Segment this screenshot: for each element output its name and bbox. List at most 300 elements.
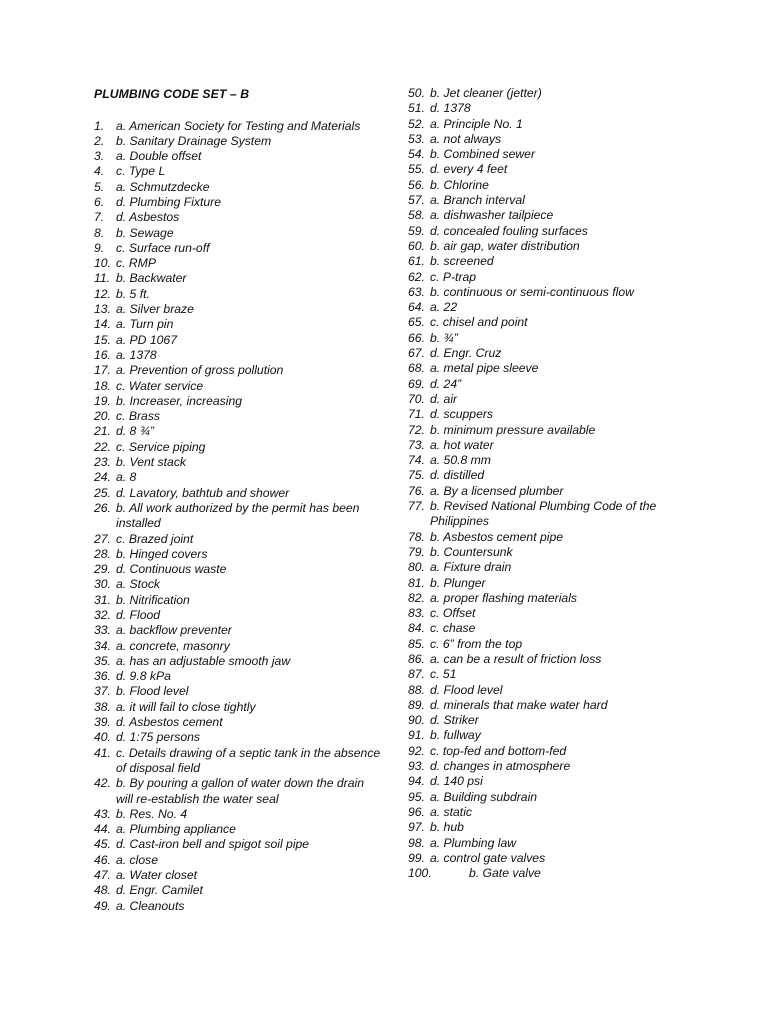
answer-item — [408, 438, 708, 453]
answer-item — [94, 776, 384, 807]
answer-number: 56. — [408, 177, 425, 192]
answer-number: 8. — [94, 225, 105, 240]
answer-text: b. air gap, water distribution — [430, 238, 580, 253]
answer-item — [94, 562, 384, 577]
answer-number: 60. — [408, 238, 425, 253]
answer-item — [94, 623, 384, 638]
answer-item — [408, 866, 708, 881]
answer-number: 37. — [94, 684, 111, 699]
answer-text: b. minimum pressure available — [430, 422, 596, 437]
answer-number: 89. — [408, 697, 425, 712]
answer-number: 27. — [94, 531, 111, 546]
answer-text: a. has an adjustable smooth jaw — [116, 653, 291, 668]
answer-number: 79. — [408, 544, 425, 559]
answer-item — [408, 713, 708, 728]
answer-number: 66. — [408, 330, 425, 345]
answer-text: d. Flood level — [430, 682, 503, 697]
answer-item — [94, 348, 384, 363]
answer-text: a. Double offset — [116, 149, 202, 164]
answer-item — [94, 241, 384, 256]
answers-column-left — [94, 86, 384, 914]
answer-number: 4. — [94, 164, 105, 179]
answer-number: 81. — [408, 575, 425, 590]
answer-number: 7. — [94, 210, 105, 225]
answer-number: 92. — [408, 743, 425, 758]
answer-text: c. Water service — [116, 378, 204, 393]
answer-item — [94, 532, 384, 547]
answer-item — [408, 576, 708, 591]
answer-item — [408, 117, 708, 132]
answer-text: b. Jet cleaner (jetter) — [430, 86, 542, 100]
answer-number: 19. — [94, 393, 111, 408]
answer-number: 87. — [408, 667, 425, 682]
answer-item — [408, 300, 708, 315]
answer-item — [94, 271, 384, 286]
answer-number: 61. — [408, 254, 425, 269]
answer-text: d. Cast-iron bell and spigot soil pipe — [116, 837, 310, 852]
answer-number: 45. — [94, 837, 111, 852]
answer-item — [408, 208, 708, 223]
answer-number: 63. — [408, 284, 425, 299]
answer-text: a. dishwasher tailpiece — [430, 208, 554, 223]
answer-number: 9. — [94, 240, 105, 255]
answer-number: 67. — [408, 346, 425, 361]
answer-text: a. static — [430, 804, 472, 819]
answer-number: 75. — [408, 468, 425, 483]
answer-number: 24. — [94, 470, 111, 485]
answer-text: a. 50.8 mm — [430, 453, 491, 468]
answer-number: 50. — [408, 86, 425, 100]
answer-text: b. All work authorized by the permit has been installed — [116, 500, 360, 531]
answer-text: b. Backwater — [116, 271, 187, 286]
answer-number: 23. — [94, 455, 111, 470]
answer-item — [94, 639, 384, 654]
answer-number: 65. — [408, 315, 425, 330]
answer-item — [408, 774, 708, 789]
answer-number: 86. — [408, 651, 425, 666]
answer-text: b. Hinged covers — [116, 546, 208, 561]
answer-number: 48. — [94, 883, 111, 898]
answer-number: 97. — [408, 820, 425, 835]
answer-text: b. Combined sewer — [430, 147, 535, 162]
answer-number: 28. — [94, 546, 111, 561]
answer-text: b. fullway — [430, 728, 481, 743]
answer-item — [408, 759, 708, 774]
answer-item — [94, 700, 384, 715]
answer-text: a. American Society for Testing and Materials — [116, 118, 361, 133]
answer-text: c. RMP — [116, 256, 156, 271]
answer-text: b. Plunger — [430, 575, 486, 590]
answer-text: a. Branch interval — [430, 193, 525, 208]
answer-item — [408, 331, 708, 346]
answer-text: a. Silver braze — [116, 302, 194, 317]
answer-number: 42. — [94, 776, 111, 791]
answer-text: d. Striker — [430, 713, 479, 728]
answer-text: a. can be a result of friction loss — [430, 651, 602, 666]
answer-item — [94, 287, 384, 302]
answer-text: a. Cleanouts — [116, 898, 185, 913]
answer-number: 93. — [408, 759, 425, 774]
answer-text: b. Sewage — [116, 225, 174, 240]
answer-item — [408, 667, 708, 682]
answer-item — [94, 455, 384, 470]
answer-number: 22. — [94, 439, 111, 454]
answer-text: b. Res. No. 4 — [116, 806, 188, 821]
answer-item — [408, 101, 708, 116]
answer-number: 71. — [408, 407, 425, 422]
answer-number: 98. — [408, 835, 425, 850]
answer-number: 25. — [94, 485, 111, 500]
answer-item — [94, 134, 384, 149]
answer-text: d. concealed fouling surfaces — [430, 223, 588, 238]
answer-item — [94, 899, 384, 914]
answer-item — [94, 730, 384, 745]
answer-text: d. distilled — [430, 468, 485, 483]
answer-number: 88. — [408, 682, 425, 697]
answer-item — [408, 468, 708, 483]
answer-number: 82. — [408, 590, 425, 605]
answer-item — [94, 470, 384, 485]
answer-item — [94, 883, 384, 898]
answer-text: c. 51 — [430, 667, 457, 682]
answer-text: b. Increaser, increasing — [116, 393, 243, 408]
answer-item — [94, 608, 384, 623]
answer-text: c. Offset — [430, 606, 476, 621]
answer-list-left — [94, 119, 384, 914]
answer-item — [94, 164, 384, 179]
answer-item — [94, 363, 384, 378]
answer-text: a. PD 1067 — [116, 332, 177, 347]
answer-text: a. 22 — [430, 300, 458, 315]
answer-text: c. Brazed joint — [116, 531, 194, 546]
answer-text: b. Nitrification — [116, 592, 190, 607]
answer-text: a. Building subdrain — [430, 789, 538, 804]
answer-item — [408, 637, 708, 652]
answer-item — [94, 654, 384, 669]
answer-number: 1. — [94, 118, 105, 133]
answer-text: b. Countersunk — [430, 544, 513, 559]
answer-number: 94. — [408, 774, 425, 789]
answer-item — [408, 361, 708, 376]
answer-item — [94, 593, 384, 608]
answer-number: 62. — [408, 269, 425, 284]
answer-text: b. By pouring a gallon of water down the drain will re-establish the water seal — [116, 776, 364, 806]
answer-number: 14. — [94, 317, 111, 332]
answer-number: 6. — [94, 194, 105, 209]
answer-number: 32. — [94, 608, 111, 622]
answer-item — [408, 606, 708, 621]
answer-text: d. Asbestos cement — [116, 715, 223, 730]
answer-item — [408, 147, 708, 162]
answer-text: a. Water closet — [116, 868, 198, 883]
answer-item — [94, 409, 384, 424]
answer-text: a. 1378 — [116, 347, 157, 362]
answer-text: d. 24” — [430, 376, 462, 391]
answer-item — [94, 317, 384, 332]
answer-text: c. Details drawing of a septic tank in the absence of disposal field — [116, 745, 381, 775]
answer-text: a. Turn pin — [116, 317, 174, 332]
answer-text: d. Continuous waste — [116, 562, 227, 577]
answer-number: 20. — [94, 409, 111, 424]
answer-item — [94, 149, 384, 164]
answer-number: 70. — [408, 391, 425, 406]
answer-number: 84. — [408, 621, 425, 636]
answer-text: a. concrete, masonry — [116, 638, 230, 653]
answer-text: d. every 4 feet — [430, 162, 508, 177]
answer-item — [408, 285, 708, 300]
answer-number: 64. — [408, 300, 425, 315]
answer-number: 95. — [408, 789, 425, 804]
answer-text: c. Service piping — [116, 439, 206, 454]
answer-text: b. ¾” — [430, 330, 458, 345]
answer-number: 99. — [408, 850, 425, 865]
answer-text: d. Flood — [116, 608, 161, 622]
answer-number: 5. — [94, 179, 105, 194]
answer-number: 3. — [94, 149, 105, 164]
answer-number: 2. — [94, 133, 105, 148]
answer-item — [94, 853, 384, 868]
answer-text: a. Plumbing law — [430, 835, 517, 850]
answer-item — [408, 270, 708, 285]
answer-number: 96. — [408, 804, 425, 819]
answer-item — [408, 560, 708, 575]
answer-number: 16. — [94, 347, 111, 362]
answer-item — [94, 807, 384, 822]
answer-item — [408, 621, 708, 636]
answer-item — [94, 379, 384, 394]
answer-number: 47. — [94, 868, 111, 883]
answer-number: 33. — [94, 623, 111, 638]
answer-item — [408, 790, 708, 805]
answer-item — [94, 440, 384, 455]
answer-text: d. 140 psi — [430, 774, 483, 789]
answer-number: 49. — [94, 898, 111, 913]
answer-item — [408, 744, 708, 759]
answer-item — [408, 683, 708, 698]
answer-item — [408, 162, 708, 177]
answer-number: 55. — [408, 162, 425, 177]
answer-item — [94, 547, 384, 562]
answer-item — [408, 254, 708, 269]
answer-text: d. changes in atmosphere — [430, 759, 571, 774]
answer-text: a. not always — [430, 131, 502, 146]
answer-number: 38. — [94, 699, 111, 714]
answer-number: 83. — [408, 606, 425, 621]
answer-number: 59. — [408, 223, 425, 238]
answer-item — [408, 453, 708, 468]
answer-text: d. Asbestos — [116, 210, 180, 225]
answer-text: a. 8 — [116, 470, 137, 485]
answer-number: 57. — [408, 193, 425, 208]
answer-text: c. chisel and point — [430, 315, 528, 330]
answer-text: c. Surface run-off — [116, 240, 210, 255]
answer-text: c. top-fed and bottom-fed — [430, 743, 567, 758]
answer-item — [408, 86, 708, 101]
answer-text: b. Asbestos cement pipe — [430, 529, 564, 544]
answer-text: d. air — [430, 391, 458, 406]
answer-text: a. By a licensed plumber — [430, 483, 564, 498]
answer-number: 51. — [408, 101, 425, 116]
answer-text: d. Plumbing Fixture — [116, 194, 221, 209]
answer-text: b. continuous or semi-continuous flow — [430, 284, 634, 299]
answer-item — [408, 132, 708, 147]
answer-number: 100. — [408, 866, 432, 881]
answer-item — [408, 377, 708, 392]
answer-item — [408, 346, 708, 361]
answer-item — [94, 424, 384, 439]
answer-text: a. Plumbing appliance — [116, 822, 236, 837]
answer-item — [408, 530, 708, 545]
answer-text: b. Flood level — [116, 684, 189, 699]
answer-item — [94, 577, 384, 592]
answer-item — [94, 210, 384, 225]
answer-text: d. Engr. Cruz — [430, 346, 502, 361]
answer-number: 36. — [94, 669, 111, 684]
answer-item — [94, 180, 384, 195]
answer-number: 53. — [408, 131, 425, 146]
answer-text: a. it will fail to close tightly — [116, 699, 256, 714]
answer-item — [94, 394, 384, 409]
answer-number: 72. — [408, 422, 425, 437]
answer-number: 10. — [94, 256, 111, 271]
answer-number: 91. — [408, 728, 425, 743]
answer-item — [94, 684, 384, 699]
answer-item — [408, 315, 708, 330]
answer-item — [408, 178, 708, 193]
answer-text: d. scuppers — [430, 407, 494, 422]
answer-text: a. Fixture drain — [430, 560, 512, 575]
answer-item — [408, 728, 708, 743]
answer-text: a. proper flashing materials — [430, 590, 577, 605]
answer-number: 44. — [94, 822, 111, 837]
answer-text: b. 5 ft. — [116, 286, 150, 301]
answer-text: a. control gate valves — [430, 850, 546, 865]
answer-text: a. hot water — [430, 437, 494, 452]
answer-text: d. Engr. Camilet — [116, 883, 203, 898]
answer-number: 76. — [408, 483, 425, 498]
answer-item — [408, 820, 708, 835]
answer-item — [408, 392, 708, 407]
answer-number: 31. — [94, 592, 111, 607]
answer-item — [408, 836, 708, 851]
answer-number: 52. — [408, 116, 425, 131]
answer-number: 40. — [94, 730, 111, 745]
answer-text: d. 1378 — [430, 101, 471, 116]
answer-number: 69. — [408, 376, 425, 391]
answer-number: 68. — [408, 361, 425, 376]
answer-text: d. 8 ¾” — [116, 424, 154, 439]
answer-number: 30. — [94, 577, 111, 592]
answer-item — [408, 239, 708, 254]
answer-item — [94, 669, 384, 684]
answer-number: 90. — [408, 713, 425, 728]
answer-item — [94, 746, 384, 777]
answer-item — [408, 224, 708, 239]
answer-item — [408, 698, 708, 713]
answer-text: b. screened — [430, 254, 494, 269]
answer-text: d. 9.8 kPa — [116, 669, 171, 684]
answer-text: c. chase — [430, 621, 476, 636]
answer-item — [94, 822, 384, 837]
answer-item — [94, 302, 384, 317]
document-title: PLUMBING CODE SET – B — [94, 87, 250, 101]
answer-item — [94, 837, 384, 852]
answer-number: 39. — [94, 715, 111, 730]
answer-number: 77. — [408, 499, 425, 514]
answer-item — [408, 407, 708, 422]
answer-item — [94, 715, 384, 730]
answer-text: a. Prevention of gross pollution — [116, 363, 284, 378]
answer-text: c. Type L — [116, 164, 166, 179]
answer-number: 43. — [94, 806, 111, 821]
answer-text: b. hub — [430, 820, 464, 835]
answer-item — [94, 868, 384, 883]
answer-item — [94, 486, 384, 501]
answer-text: a. close — [116, 852, 159, 867]
answer-number: 80. — [408, 560, 425, 575]
answer-item — [408, 591, 708, 606]
answer-item — [408, 423, 708, 438]
answer-text: b. Vent stack — [116, 455, 187, 470]
answer-item — [408, 193, 708, 208]
answer-item — [408, 805, 708, 820]
answer-number: 78. — [408, 529, 425, 544]
answer-item — [408, 484, 708, 499]
answer-number: 15. — [94, 332, 111, 347]
answer-number: 17. — [94, 363, 111, 378]
answer-text: c. Brass — [116, 409, 161, 424]
answer-text: d. 1:75 persons — [116, 730, 201, 745]
answer-item — [408, 545, 708, 560]
answer-item — [408, 851, 708, 866]
answer-number: 13. — [94, 302, 111, 317]
answer-item — [94, 119, 384, 134]
answer-text: a. Principle No. 1 — [430, 116, 523, 131]
answer-number: 73. — [408, 437, 425, 452]
answer-number: 11. — [94, 271, 111, 286]
answer-text: a. Stock — [116, 577, 161, 592]
answer-text: d. minerals that make water hard — [430, 697, 608, 712]
answer-item — [94, 333, 384, 348]
answer-number: 85. — [408, 636, 425, 651]
answer-item — [94, 226, 384, 241]
answer-text: b. Revised National Plumbing Code of the Philippines — [430, 499, 657, 529]
answer-number: 46. — [94, 852, 111, 867]
answer-number: 18. — [94, 378, 111, 393]
answers-column-right — [408, 86, 708, 881]
answer-number: 41. — [94, 745, 111, 760]
answer-number: 58. — [408, 208, 425, 223]
answer-text: c. P-trap — [430, 269, 477, 284]
answer-text: a. backflow preventer — [116, 623, 232, 638]
answer-text: b. Sanitary Drainage System — [116, 133, 272, 148]
answer-text: b. Chlorine — [430, 177, 489, 192]
answer-item — [94, 195, 384, 210]
answer-list-right — [408, 86, 708, 881]
answer-number: 12. — [94, 286, 111, 301]
answer-text: b. Gate valve — [469, 866, 541, 881]
answer-number: 34. — [94, 638, 111, 653]
answer-text: a. metal pipe sleeve — [430, 361, 539, 376]
answer-number: 35. — [94, 653, 111, 668]
answer-item — [408, 499, 708, 530]
answer-number: 74. — [408, 453, 425, 468]
answer-item — [94, 256, 384, 271]
answer-number: 29. — [94, 562, 111, 577]
answer-item — [94, 501, 384, 532]
answer-item — [408, 652, 708, 667]
answer-text: a. Schmutzdecke — [116, 179, 210, 194]
